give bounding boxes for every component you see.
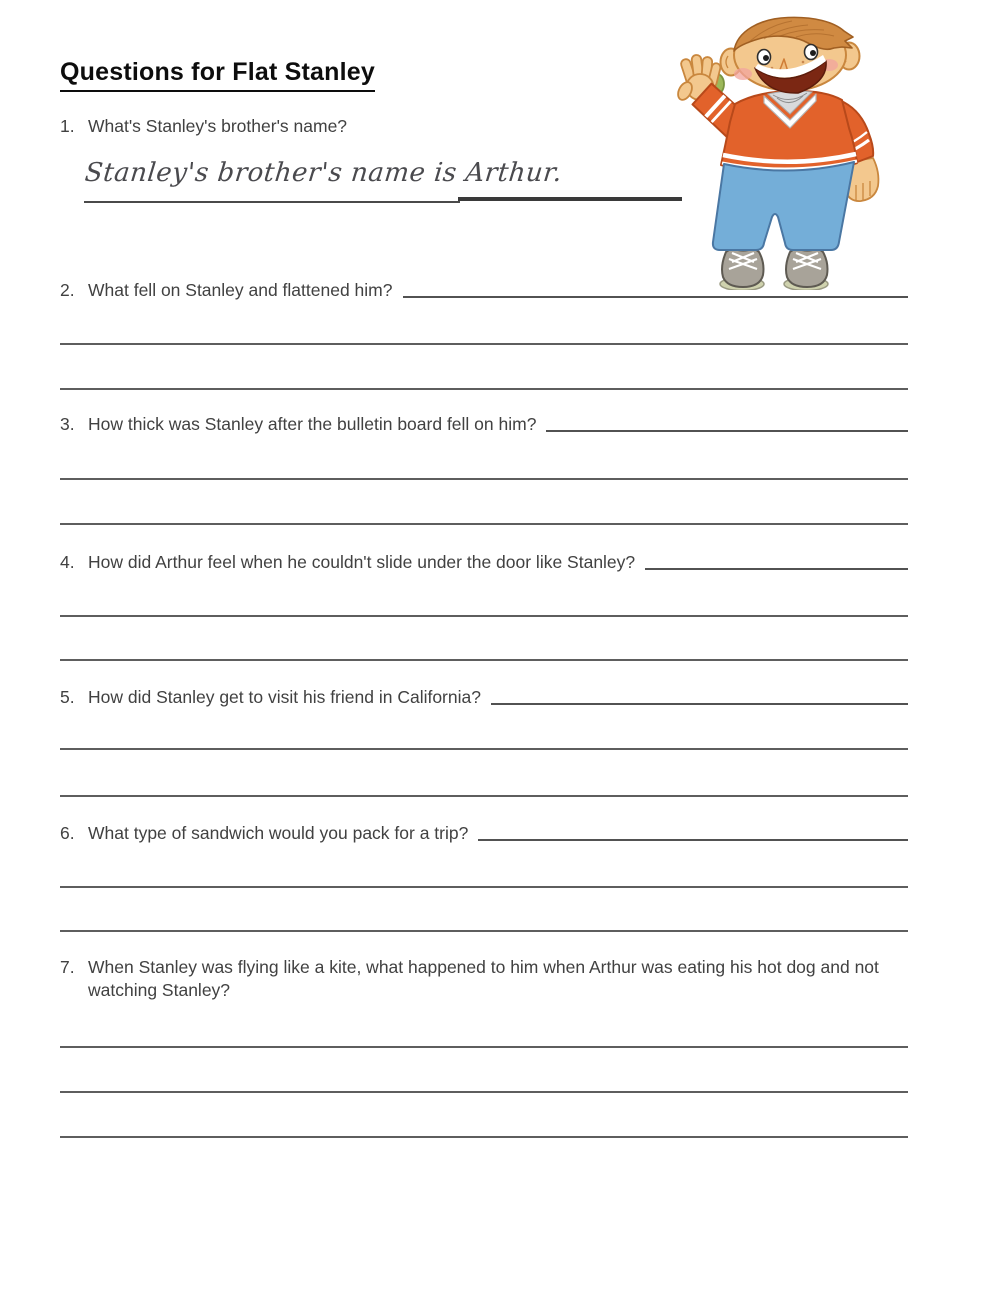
question-5-text: How did Stanley get to visit his friend in California? [88, 687, 481, 707]
question-1-answer-underline [84, 201, 460, 203]
question-6-answer-line[interactable] [60, 930, 908, 932]
question-1-answer-line[interactable] [458, 197, 682, 201]
question-3-number: 3. [60, 414, 75, 434]
flat-stanley-illustration [676, 14, 904, 290]
question-6-text: What type of sandwich would you pack for a trip? [88, 823, 469, 843]
question-7-number: 7. [60, 957, 75, 977]
question-7-text: When Stanley was flying like a kite, what happened to him when Arthur was eating his hot dog and not watching Stanley? [88, 957, 879, 1000]
question-5-answer-line[interactable] [491, 703, 908, 705]
question-4-number: 4. [60, 552, 75, 572]
question-5-answer-line[interactable] [60, 748, 908, 750]
question-7-answer-line[interactable] [60, 1091, 908, 1093]
question-3-text: How thick was Stanley after the bulletin board fell on him? [88, 414, 537, 434]
question-2-text: What fell on Stanley and flattened him? [88, 280, 393, 300]
question-2-answer-line[interactable] [60, 388, 908, 390]
flat-stanley-character [676, 14, 904, 290]
question-3-answer-line[interactable] [60, 478, 908, 480]
question-6 [60, 822, 908, 845]
question-2-answer-line[interactable] [60, 343, 908, 345]
question-5 [60, 686, 908, 709]
question-2-answer-line[interactable] [403, 296, 909, 298]
question-6-answer-line[interactable] [60, 886, 908, 888]
question-1-number: 1. [60, 116, 75, 136]
question-6-number: 6. [60, 823, 75, 843]
question-3-answer-line[interactable] [546, 430, 908, 432]
sneakers-icon [720, 246, 828, 290]
question-4-answer-line[interactable] [60, 615, 908, 617]
question-4 [60, 551, 908, 574]
question-5-answer-line[interactable] [60, 795, 908, 797]
question-6-answer-line[interactable] [478, 839, 908, 841]
page-title: Questions for Flat Stanley [60, 58, 375, 92]
question-3 [60, 413, 908, 436]
question-5-number: 5. [60, 687, 75, 707]
question-2-number: 2. [60, 280, 75, 300]
question-7-answer-line[interactable] [60, 1046, 908, 1048]
question-4-text: How did Arthur feel when he couldn't slide under the door like Stanley? [88, 552, 636, 572]
question-7 [60, 956, 908, 1002]
question-7-answer-line[interactable] [60, 1136, 908, 1138]
question-4-answer-line[interactable] [645, 568, 908, 570]
question-1-text: What's Stanley's brother's name? [88, 116, 348, 136]
question-4-answer-line[interactable] [60, 659, 908, 661]
question-1-answer-input[interactable]: Stanley's brother's name is Arthur. [83, 158, 564, 188]
jeans [713, 162, 854, 250]
question-3-answer-line[interactable] [60, 523, 908, 525]
